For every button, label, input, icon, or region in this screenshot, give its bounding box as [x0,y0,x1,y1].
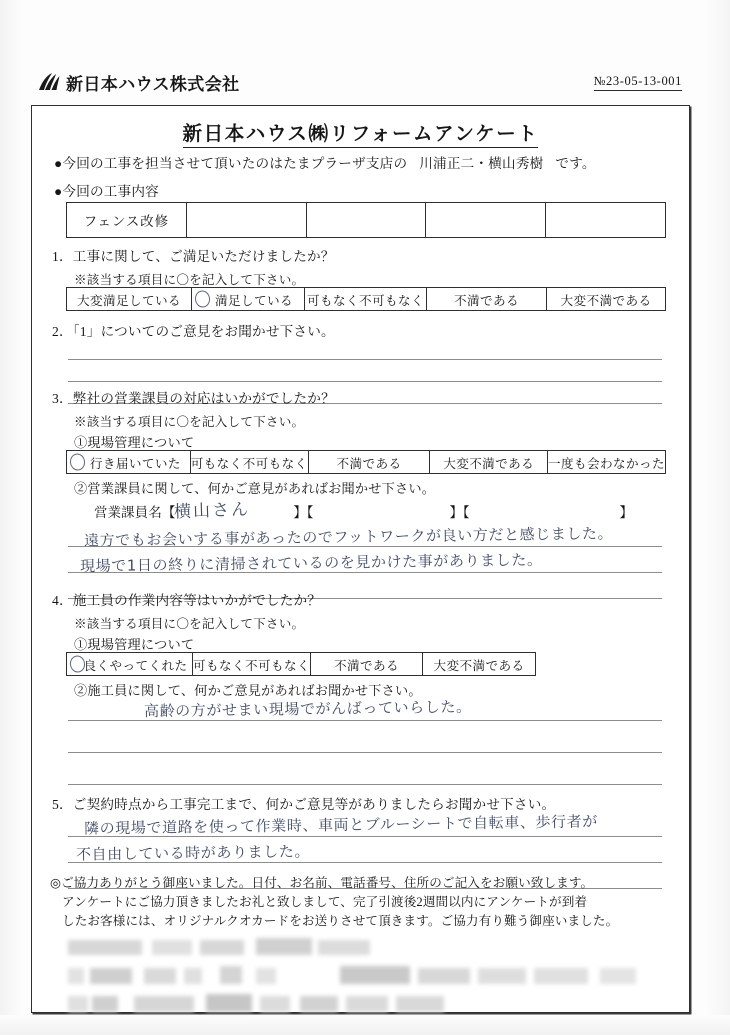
q1-option-1-label: 満足している [215,293,293,308]
company-logo-group [36,70,240,95]
q3-option-3-label: 大変不満である [443,456,535,471]
q3-option-4[interactable] [548,451,665,473]
q5-handwritten-line-2: 不自由している時がありました。 [75,842,311,864]
q3-option-1[interactable] [191,451,309,473]
q2-answer-line-1 [68,359,662,360]
q1-option-3[interactable] [427,288,547,310]
q4-answer-line-2 [68,752,662,753]
q1-option-0-label: 大変満足している [77,293,181,308]
q4-option-0-label: 良くやってくれた [83,658,188,673]
question-3-note: ※該当する項目に〇を記入して下さい。 [74,415,305,429]
redacted-personal-info-block [60,938,660,1020]
question-4-note: ※該当する項目に〇を記入して下さい。 [74,617,305,631]
scan-edge-right [706,0,730,1035]
q4-option-1[interactable] [193,653,311,675]
q3-option-2-label: 不満である [336,456,402,471]
q1-option-4[interactable] [547,288,665,310]
question-1-options [66,287,666,311]
footer-line-3: したお客様には、オリジナルクオカードをお送りさせて頂きます。ご協力有り難う御座いました。 [62,914,619,929]
q1-option-1[interactable] [192,288,305,310]
q3-option-0[interactable] [67,451,191,473]
question-1-note: ※該当する項目に〇を記入して下さい。 [74,273,305,287]
q3-option-4-label: 一度も会わなかった [548,456,665,471]
intro-line-prefix: ●今回の工事を担当させて頂いたのはたまプラーザ支店の [54,156,408,171]
sales-staff-name-row: 営業課員名【 】【 】【 】 [94,505,633,520]
scan-edge-left [0,0,22,1035]
q2-answer-line-2 [68,381,662,382]
q4-option-2-label: 不満である [334,658,399,673]
intro-line-suffix: です。 [555,156,596,171]
work-content-cell-5 [546,203,665,237]
intro-line-staff [54,152,596,172]
q4-option-3-label: 大変不満である [433,658,525,673]
footer-line-2: アンケートにご協力頂きましたお礼と致しまして、完了引渡後2週間以内にアンケートが到着 [62,895,588,910]
question-4-options [66,652,536,676]
q3-option-2[interactable] [309,451,431,473]
q4-option-0[interactable] [67,653,193,675]
work-content-cell-3 [307,203,427,237]
q3-option-3[interactable] [430,451,548,473]
q5-handwritten-line-1: 隣の現場で道路を使って作業時、車両とブルーシートで自転車、歩行者が [83,812,599,838]
q3-option-0-label: 行き届いていた [89,456,181,471]
intro-staff-names: 川浦正二・横山秀樹 [419,156,544,171]
page-title [32,118,689,146]
q3-handwritten-line-1: 遠方でもお会いする事があったのでフットワークが良い方だと感じました。 [83,524,614,550]
q4-option-1-label: 可もなく不可もなく [193,658,310,673]
question-4-text: 4．施工員の作業内容等はいかがでしたか？ [52,593,322,608]
q4-answer-line-3 [68,784,662,785]
company-logo-icon [36,71,61,95]
q1-option-4-label: 大変不満である [560,293,652,308]
question-3-subheading-2: ②営業課員に関して、何かご意見があればお聞かせ下さい。 [74,481,436,496]
q1-option-2[interactable] [305,288,427,310]
work-content-cell-1: フェンス改修 [67,203,187,237]
sales-staff-name-handwritten: 横山さん [173,499,251,523]
q1-option-0[interactable] [67,288,192,310]
q4-handwritten-line-1: 高齢の方がせまい現場でがんばっていらした。 [143,697,472,721]
question-3-subheading-1: ①現場管理について [74,435,195,450]
document-number: №23-05-13-001 [594,74,682,91]
work-content-cell-4 [426,203,546,237]
work-content-table [66,202,666,238]
page-title-text: 新日本ハウス㈱リフォームアンケート [183,124,539,148]
question-3-text: 3．弊社の営業課員の対応はいかがでしたか？ [52,391,335,406]
q1-option-3-label: 不満である [454,293,519,308]
question-5-text: 5．ご契約時点から工事完工まで、何かご意見等がありましたらお聞かせ下さい。 [52,797,556,812]
q3-option-1-label: 可もなく不可もなく [190,456,308,471]
footer-thankyou-note [50,874,678,931]
question-1-text: 1．工事に関して、ご満足いただけましたか？ [52,249,335,264]
company-name: 新日本ハウス株式会社 [66,75,240,95]
q4-option-2[interactable] [311,653,423,675]
question-3-options [66,450,666,474]
form-frame [31,105,690,1013]
question-4-subheading-1: ①現場管理について [74,637,195,652]
question-4-subheading-2: ②施工員に関して、何かご意見があればお聞かせ下さい。 [74,683,422,698]
footer-line-1: ◎ご協力ありがとう御座いました。日付、お名前、電話番号、住所のご記入をお願い致します。 [50,876,594,890]
document-header [36,68,696,102]
q1-option-2-label: 可もなく不可もなく [307,293,424,308]
question-2-text: 2．「1」についてのご意見をお聞かせ下さい。 [52,324,335,339]
work-content-cell-2 [187,203,307,237]
q3-handwritten-line-2: 現場で1日の終りに清掃されているのを見かけた事がありました。 [79,550,543,576]
q4-option-3[interactable] [423,653,535,675]
sales-staff-name-label: 営業課員名 [94,505,162,520]
intro-line-work-content: ●今回の工事内容 [54,184,159,199]
